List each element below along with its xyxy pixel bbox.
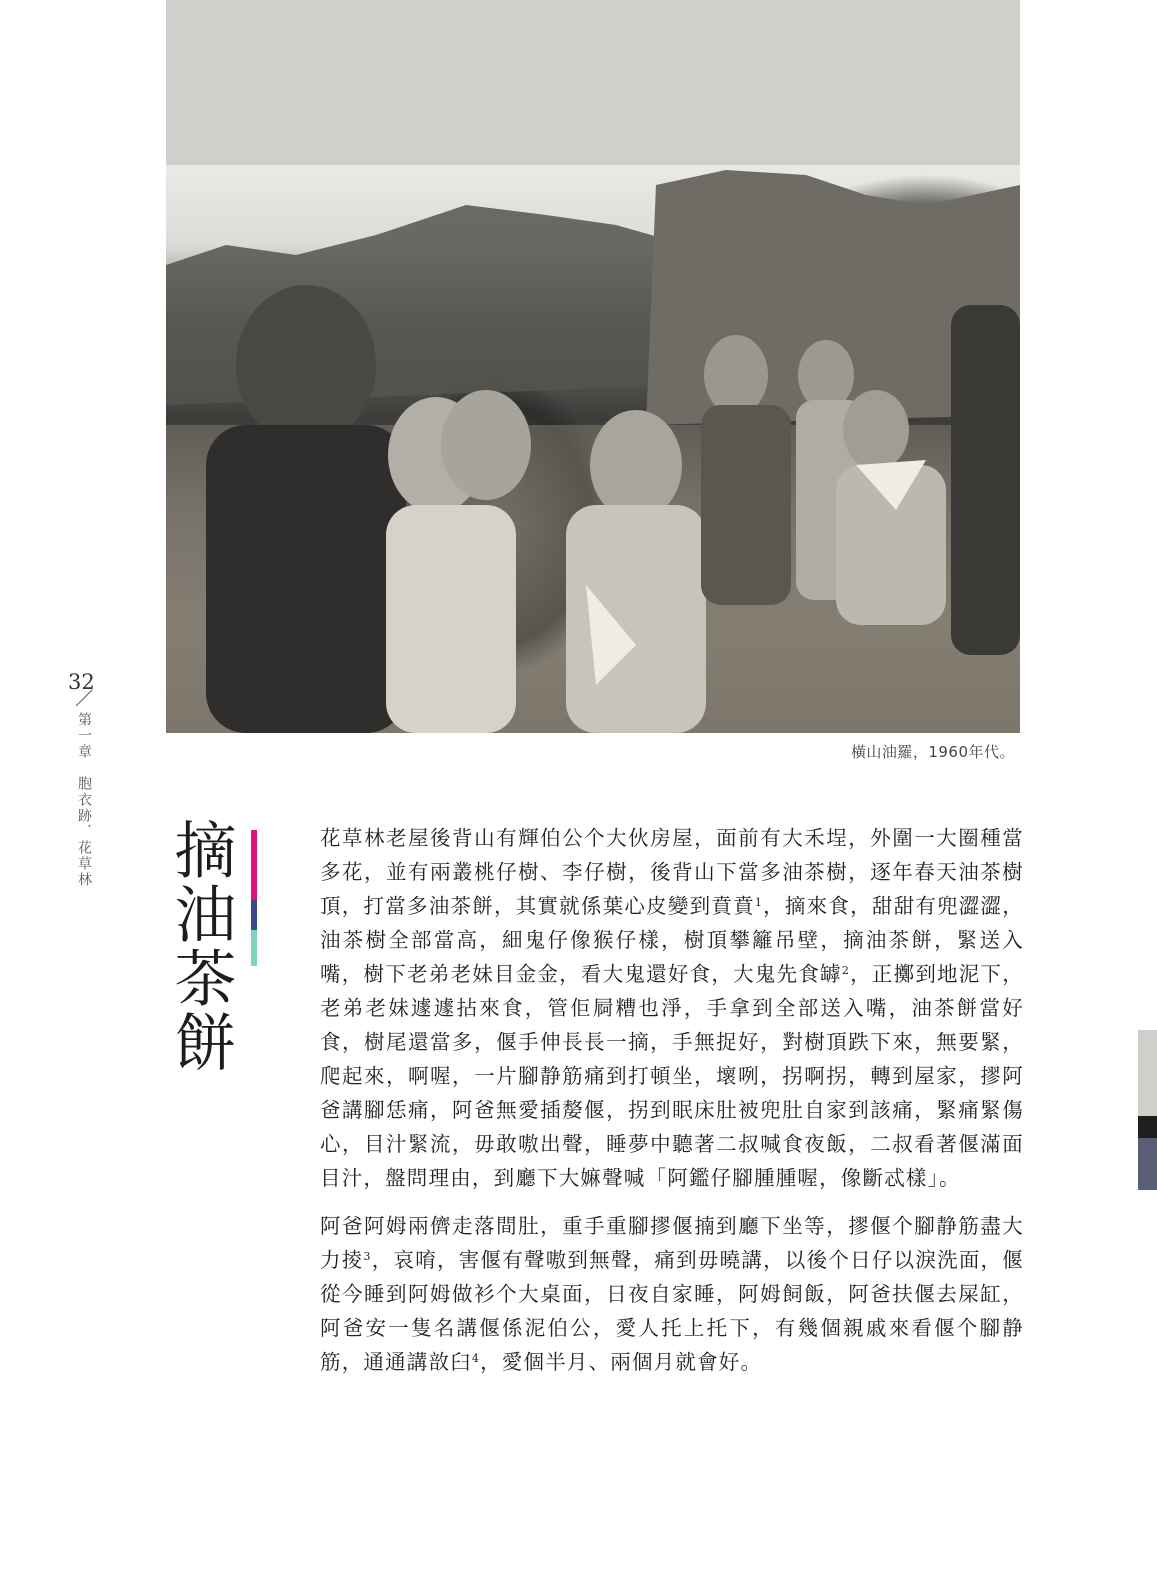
body-text-run: 花草林老屋後背山有輝伯公个大伙房屋，面前有大禾埕，外圍一大圈種當多花，並有兩叢桃仔樹、李仔樹，後背山下當多油茶樹，逐年春天油茶樹頂，打當多油茶餅，其實就係葉心皮變到賁賁	[320, 826, 1024, 918]
header-gray-band	[166, 0, 1020, 165]
footnote-ref: 2	[841, 964, 851, 977]
body-text-run: ，摘來食，甜甜有兜澀澀，油茶樹全部當高，細鬼仔像猴仔樣，樹頂攀籬吊壁，摘油茶餅，緊送入嘴，樹下老弟老妹目金金，看大鬼還好食，大鬼先食罅	[320, 894, 1024, 986]
edge-tab-slate	[1138, 1138, 1157, 1190]
article-title: 摘油茶餅	[164, 818, 237, 1074]
body-text-run: ，正擲到地泥下，老弟老妹遽遽拈來食，管佢屙糟也淨，手拿到全部送入嘴，油茶餅當好食，樹尾還當多，偃手伸長長一摘，手無捉好，對樹頂跌下來，無要緊，爬起來，啊喔，一片腳静筋痛到打頓坐，壞咧，拐啊拐，轉到屋家，摎阿爸講腳恁痛，阿爸無愛插嫠偃，拐到眠床肚被兜肚自家到該痛，緊痛緊傷心，目汁緊流，毋敢嗷出聲，睡夢中聽著二叔喊食夜飯，二叔看著偃滿面目汁，盤問理由，到廳下大嫲聲喊「阿鑑仔腳腫腫喔，像斷忒樣」。	[320, 962, 1024, 1190]
page-divider-slash	[74, 689, 94, 707]
edge-tab-black	[1138, 1116, 1157, 1138]
body-paragraph	[320, 1209, 1024, 1379]
edge-tab-gray	[1138, 1030, 1157, 1116]
body-text-run: 阿爸阿姆兩儕走落間肚，重手重腳摎偃揇到廳下坐等，摎偃个腳静筋盡大力掕	[320, 1214, 1024, 1272]
article-body	[320, 821, 1024, 1393]
page-number: 32	[68, 670, 95, 694]
footnote-ref: 3	[363, 1250, 372, 1263]
chapter-label: 第一章 胞衣跡．花草林	[76, 712, 92, 888]
title-accent-pink	[251, 830, 257, 900]
body-text-run: ，哀唷，害偃有聲嗷到無聲，痛到毋曉講，以後个日仔以淚洗面，偃從今睡到阿姆做衫个大桌面，日夜自家睡，阿姆飼飯，阿爸扶偃去屎缸，阿爸安一隻名講偃係泥伯公，愛人托上托下，有幾個親戚來看偃个腳静筋，通通講敨臼	[320, 1248, 1025, 1374]
footnote-ref: 4	[471, 1352, 481, 1365]
children-photo	[166, 165, 1020, 733]
body-text-run: ，愛個半月、兩個月就會好。	[480, 1350, 763, 1374]
photo-illustration	[166, 165, 1020, 733]
title-accent-navy	[251, 900, 257, 930]
body-paragraph	[320, 821, 1024, 1195]
footnote-ref: 1	[754, 896, 764, 909]
title-accent-mint	[251, 930, 257, 966]
photo-caption: 橫山油羅，1960年代。	[850, 743, 1015, 761]
